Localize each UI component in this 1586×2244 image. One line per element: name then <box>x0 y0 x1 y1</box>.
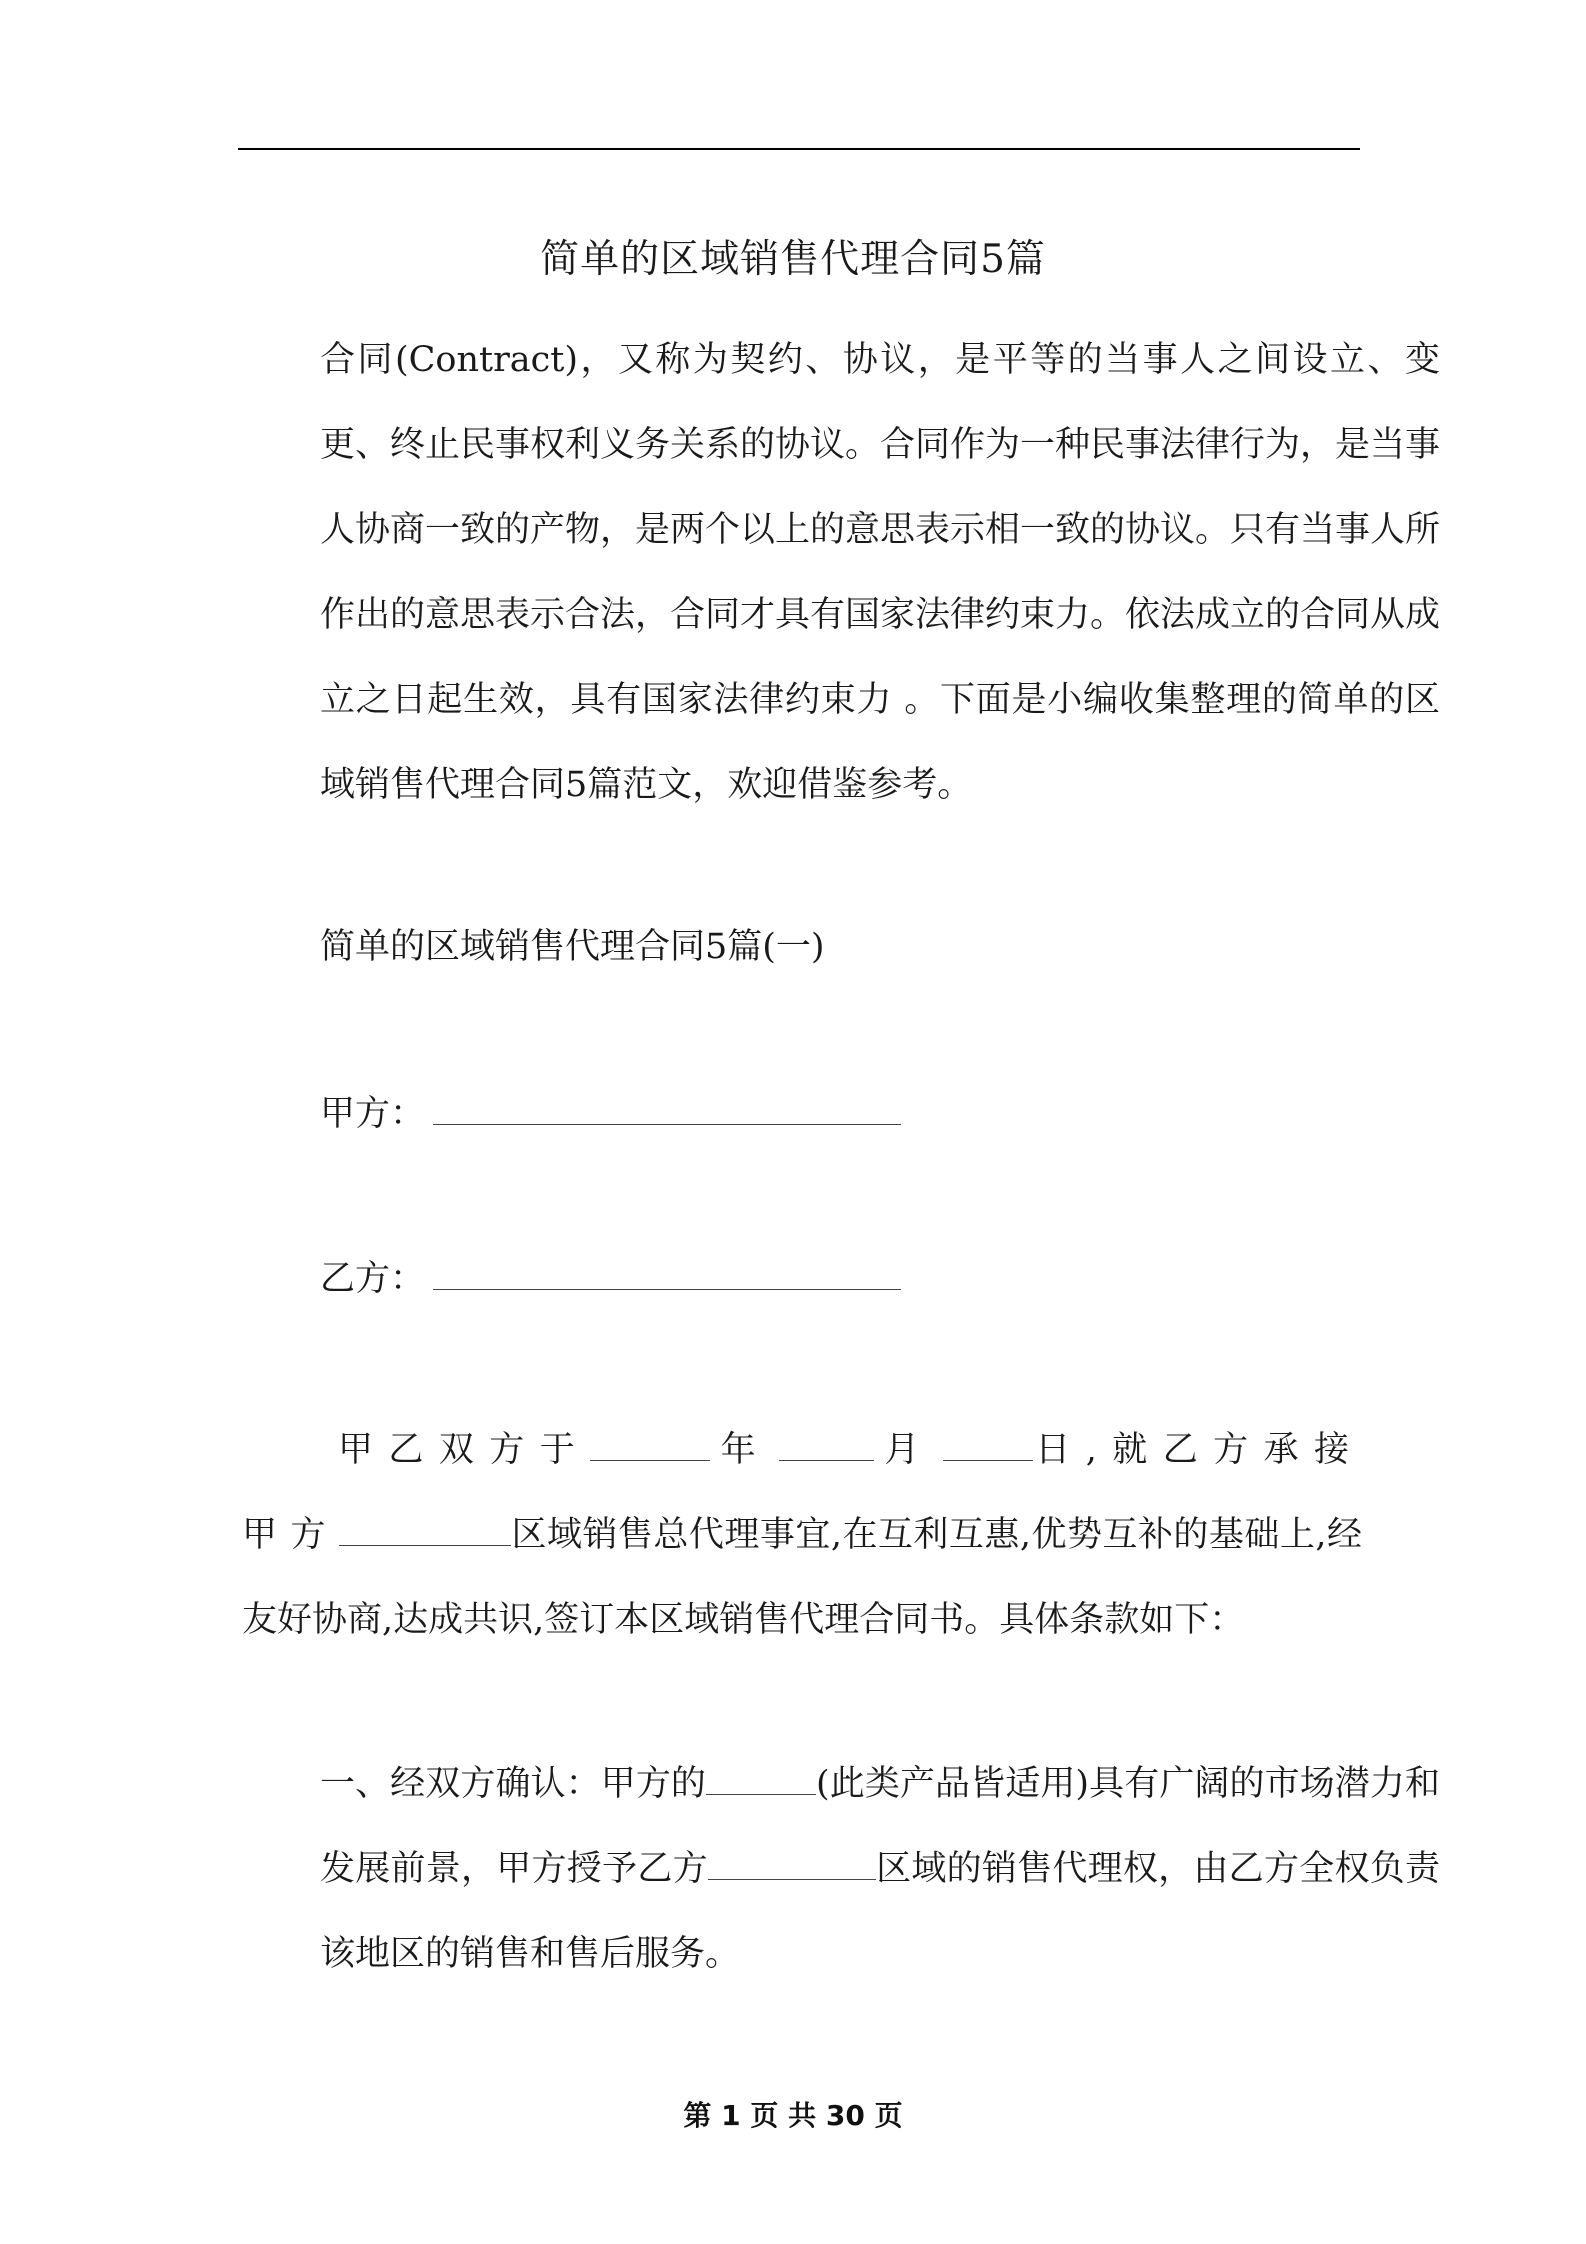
party-b-line <box>242 1237 1440 1322</box>
header-rule <box>238 148 1360 150</box>
party-a-blank[interactable] <box>433 1094 901 1125</box>
agreement-part1: 甲乙双方于 <box>338 1430 591 1470</box>
day-blank[interactable] <box>943 1430 1033 1461</box>
agreement-year: 年 <box>718 1430 771 1470</box>
agreement-rest: 区域销售总代理事宜,在互利互惠,优势互补的基础上,经友好协商,达成共识,签订本区域销售代理合同书。具体条款如下： <box>242 1515 1362 1640</box>
clause-1-paragraph <box>242 1742 1440 1997</box>
document-title: 简单的区域销售代理合同5篇 <box>540 237 1046 283</box>
product-blank[interactable] <box>706 1764 816 1795</box>
month-blank[interactable] <box>779 1430 874 1461</box>
party-b-blank[interactable] <box>433 1259 901 1290</box>
agreement-day: 日,就乙方承接甲方 <box>242 1430 1362 1555</box>
region-blank-2[interactable] <box>708 1849 876 1880</box>
agreement-paragraph <box>242 1408 1362 1663</box>
year-blank[interactable] <box>590 1430 710 1461</box>
party-b-label: 乙方： <box>320 1259 426 1299</box>
region-blank[interactable] <box>339 1515 511 1546</box>
intro-paragraph: 合同(Contract)，又称为契约、协议，是平等的当事人之间设立、变更、终止民事权利义务关系的协议。合同作为一种民事法律行为，是当事人协商一致的产物，是两个以上的意思表示相一致的协议。只有当事人所作出的意思表示合法，合同才具有国家法律约束力。依法成立的合同从成立之日起生效，具有国家法律约束力 。下面是小编收集整理的简单的区域销售代理合同5篇范文，欢迎借鉴参考。 <box>320 340 1441 805</box>
clause-1-part3: 区域的销售代理权，由乙方全权负责该地区的销售和售后服务。 <box>320 1849 1440 1974</box>
party-a-line <box>242 1072 1440 1157</box>
section-heading: 简单的区域销售代理合同5篇(一) <box>320 927 825 967</box>
party-a-label: 甲方： <box>320 1094 426 1134</box>
page-footer: 第 1 页 共 30 页 <box>683 2099 903 2132</box>
clause-1-part2: (此类产品皆适用)具有广阔的市场潜力和发展前景，甲方授予乙方 <box>320 1764 1440 1889</box>
clause-1-part1: 一、经双方确认：甲方的 <box>320 1764 707 1804</box>
agreement-month: 月 <box>882 1430 935 1470</box>
